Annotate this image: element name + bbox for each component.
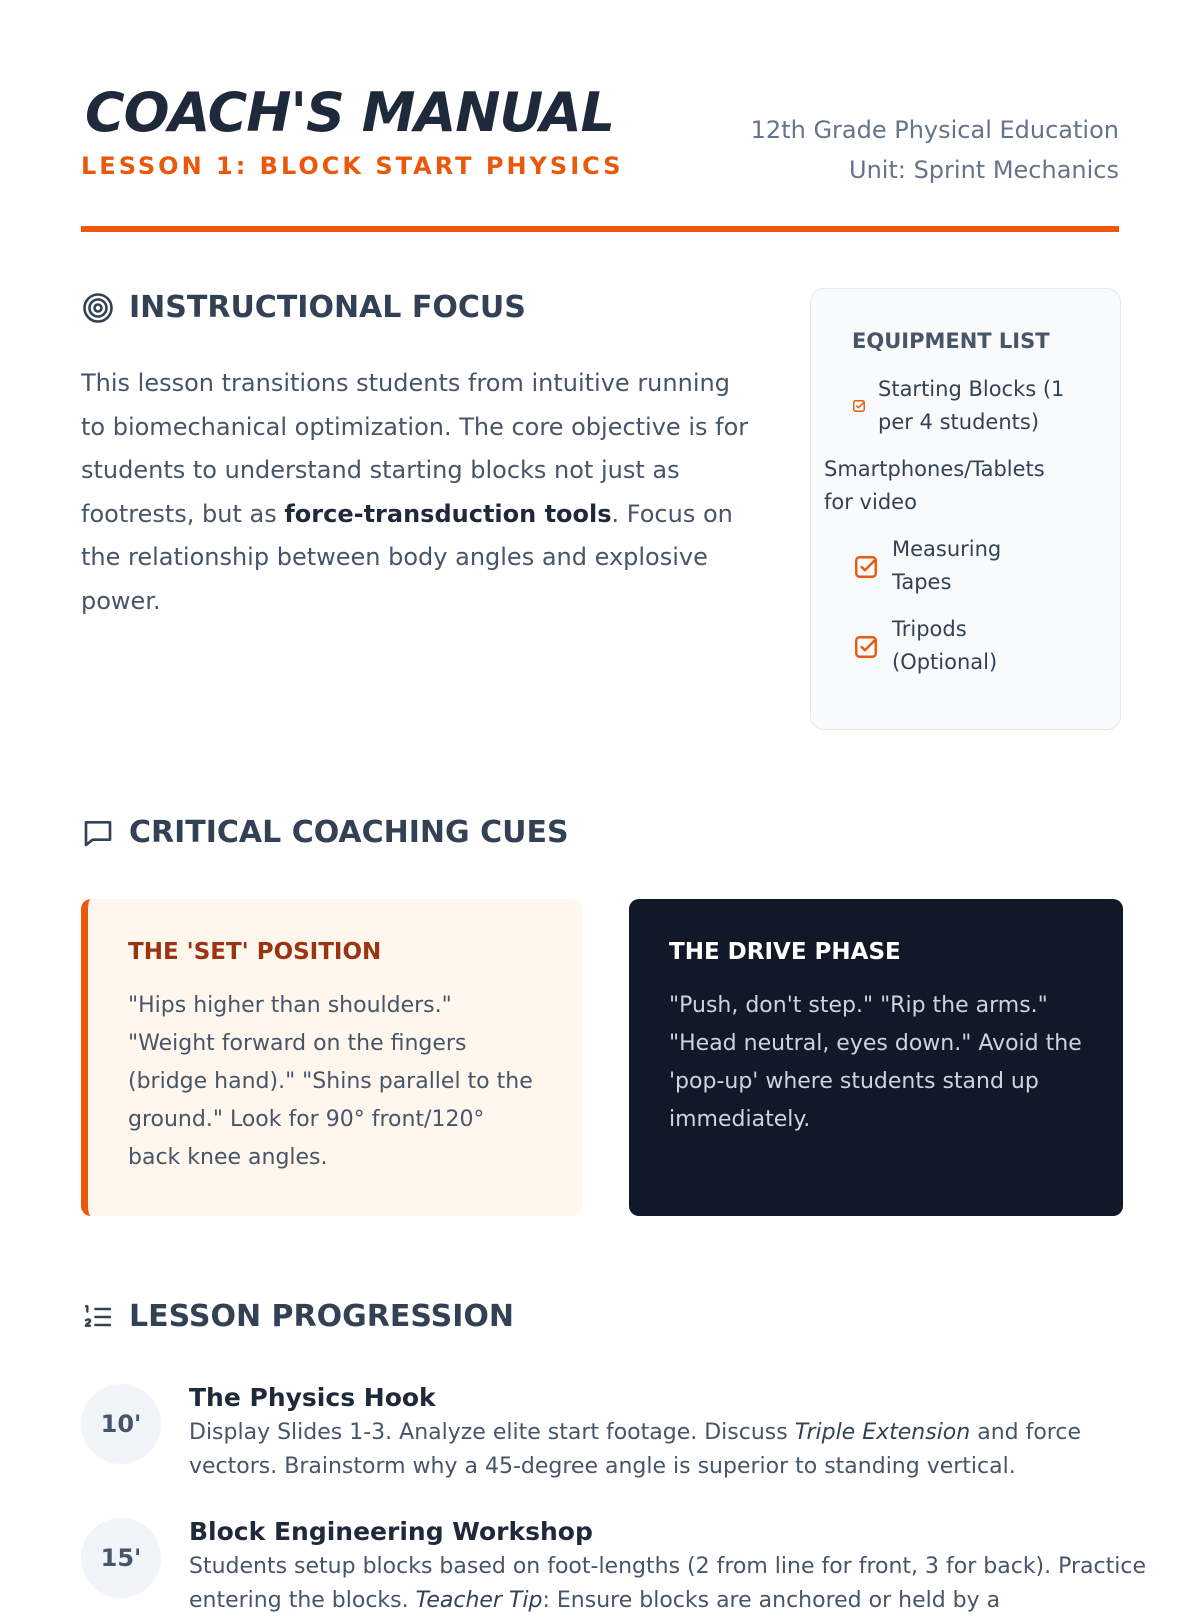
equipment-item-label: Tripods (Optional) — [892, 617, 998, 674]
step-desc-start: Display Slides 1-3. Analyze elite start footage. Discuss — [189, 1420, 795, 1445]
cues-heading-label: CRITICAL COACHING CUES — [129, 815, 569, 850]
progression-step — [81, 1380, 1150, 1484]
checkbox-icon — [852, 633, 880, 661]
focus-heading — [81, 290, 526, 325]
target-icon — [81, 291, 115, 325]
step-title: The Physics Hook — [189, 1383, 436, 1412]
equipment-item-label: Measuring Tapes — [892, 537, 1002, 594]
step-desc-end: : Ensure blocks are anchored or held by a — [542, 1588, 1001, 1613]
step-duration-badge: 15' — [81, 1518, 161, 1598]
focus-text-start: This lesson transitions students from intuitive running to biomechanical optimization. The core objective is for students to understand starting blocks not just as footrests, but as — [81, 369, 749, 528]
page-title: COACH'S MANUAL — [85, 81, 615, 144]
step-duration-badge: 10' — [81, 1384, 161, 1464]
equipment-item — [824, 453, 1100, 519]
step-title: Block Engineering Workshop — [189, 1517, 593, 1546]
equipment-item-label: Starting Blocks (1 per 4 students) — [878, 377, 1065, 434]
step-desc-italic: Triple Extension — [794, 1420, 971, 1445]
header-divider — [81, 226, 1119, 232]
drive-phase-title: THE DRIVE PHASE — [669, 939, 901, 965]
equipment-card — [810, 288, 1121, 730]
focus-heading-label: INSTRUCTIONAL FOCUS — [129, 290, 526, 325]
cues-heading — [81, 815, 569, 850]
equipment-item — [852, 533, 1100, 599]
step-desc-end: and force vectors. Brainstorm why a 45-degree angle is superior to standing vertical. — [189, 1420, 1081, 1479]
set-position-title: THE 'SET' POSITION — [128, 939, 382, 965]
checkbox-icon — [852, 553, 880, 581]
step-description — [189, 1416, 1150, 1484]
unit-label: Unit: Sprint Mechanics — [849, 156, 1119, 184]
checkbox-icon — [852, 399, 866, 413]
focus-paragraph — [81, 362, 761, 623]
drive-phase-body: "Push, don't step." "Rip the arms." "Head neutral, eyes down." Avoid the 'pop-up' where students stand up immediately. — [669, 993, 1082, 1132]
equipment-title: EQUIPMENT LIST — [852, 329, 1050, 353]
course-meta — [751, 110, 1119, 190]
step-desc-italic: Teacher Tip — [415, 1588, 543, 1613]
grade-label: 12th Grade Physical Education — [750, 116, 1119, 144]
step-desc-start: Students setup blocks based on foot-lengths (2 from line for front, 3 for back). Practice entering the blocks. — [189, 1554, 1146, 1613]
lesson-subtitle: LESSON 1: BLOCK START PHYSICS — [81, 152, 624, 180]
progression-heading-label: LESSON PROGRESSION — [129, 1299, 514, 1334]
equipment-item-label: Smartphones/Tablets for video — [824, 457, 1045, 514]
focus-text-bold: force-transduction tools — [284, 499, 612, 528]
equipment-item — [852, 613, 1100, 679]
header — [81, 80, 1119, 234]
drive-phase-card — [629, 899, 1123, 1216]
numbered-list-icon — [81, 1300, 115, 1334]
step-description — [189, 1550, 1150, 1618]
step-body — [189, 1380, 1150, 1484]
set-position-card — [81, 899, 582, 1216]
equipment-item — [852, 373, 1100, 439]
set-position-body: "Hips higher than shoulders." "Weight forward on the fingers (bridge hand)." "Shins parallel to the ground." Look for 90° front/120° back knee angles. — [128, 993, 533, 1170]
progression-step — [81, 1514, 1150, 1618]
step-body — [189, 1514, 1150, 1618]
focus-text-end: . Focus on the relationship between body angles and explosive power. — [81, 499, 733, 615]
progression-heading — [81, 1299, 514, 1334]
chat-bubble-icon — [81, 816, 115, 850]
